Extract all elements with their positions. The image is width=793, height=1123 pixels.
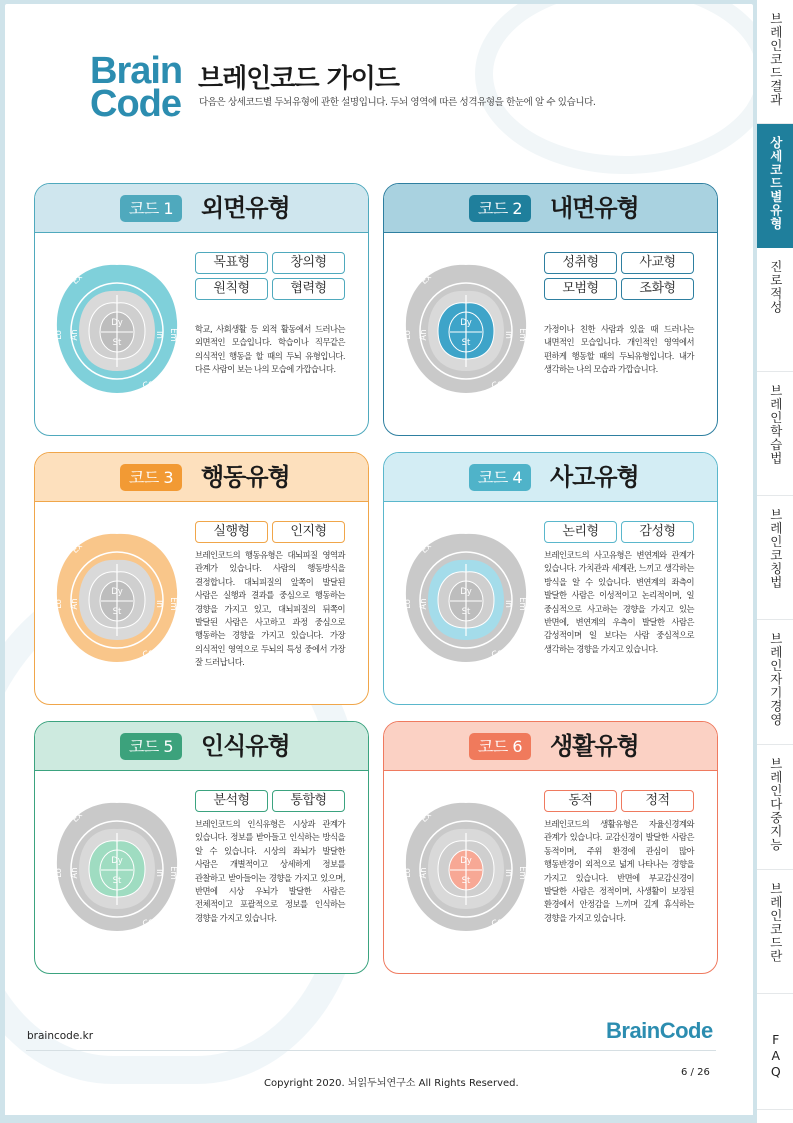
type-chip: 조화형	[621, 278, 694, 300]
type-chips	[544, 252, 696, 300]
side-tab[interactable]	[757, 372, 793, 496]
brain-label-an: An	[419, 867, 429, 879]
footer-logo: BrainCode	[606, 1018, 713, 1043]
logo-line-1: Brain	[90, 50, 183, 92]
code-card	[383, 183, 718, 436]
brain-label-ex: Ex	[70, 541, 85, 556]
type-chip: 통합형	[272, 790, 345, 812]
card-description: 가정이나 친한 사람과 있을 때 드러나는 내면적인 모습입니다. 개인적인 영역에서 편하게 행동할 때의 두뇌유형입니다. 내가 생각하는 나의 모습과 가깝습니다.	[544, 324, 694, 375]
card-header	[384, 722, 717, 771]
side-tab[interactable]	[757, 496, 793, 620]
brain-label-lo: Lo	[54, 599, 64, 609]
brain-label-em: Em	[168, 597, 178, 611]
code-card	[34, 452, 369, 705]
brain-illustration	[400, 528, 532, 668]
type-chip: 모범형	[544, 278, 617, 300]
brain-label-ex: Ex	[70, 272, 85, 287]
side-tab[interactable]	[757, 0, 793, 124]
card-header	[384, 453, 717, 502]
type-chips	[544, 521, 696, 543]
brain-label-co: Co	[141, 378, 156, 392]
brain-label-in: In	[503, 869, 513, 877]
code-badge: 코드 1	[120, 195, 182, 222]
card-header	[384, 184, 717, 233]
card-description: 브레인코드의 사고유형은 변연계와 관계가 있습니다. 가치관과 세계관, 느끼고 생각하는 방식을 알 수 있습니다. 변연계의 좌측이 발달한 사람은 이성적이고 논리적이며, 일 중심적으로 사고하는 경향을 가지고 있는 반면에, 변연계의 우측이 발달한 사람은 감성적이며 일 보다는 사람 중심적으로 생각하는 경향을 가지고 있습니다.	[544, 550, 694, 654]
side-tab-label: 상세코드별유형	[768, 136, 784, 231]
brain-label-dy: Dy	[111, 856, 123, 866]
brain-label-co: Co	[490, 378, 505, 392]
code-badge: 코드 5	[120, 733, 182, 760]
brain-diagram	[51, 528, 183, 668]
page-subtitle: 다음은 상세코드별 두뇌유형에 관한 설명입니다. 두뇌 영역에 따른 성격유형을 한눈에 알 수 있습니다.	[199, 97, 596, 108]
side-tab-label: 브레인다중지능	[768, 757, 784, 852]
brain-label-lo: Lo	[403, 330, 413, 340]
brain-label-st: St	[112, 876, 122, 886]
side-tab[interactable]	[757, 870, 793, 994]
type-chip: 분석형	[195, 790, 268, 812]
brain-label-an: An	[419, 329, 429, 341]
side-tab-label: 브레인코드결과	[768, 12, 784, 107]
brain-label-in: In	[154, 600, 164, 608]
type-chip: 협력형	[272, 278, 345, 300]
brain-label-in: In	[503, 600, 513, 608]
code-badge: 코드 4	[469, 464, 531, 491]
type-chip: 목표형	[195, 252, 268, 274]
brain-label-st: St	[461, 338, 471, 348]
card-description: 브레인코드의 인식유형은 시상과 관계가 있습니다. 정보를 받아들고 인식하는 방식을 알 수 있습니다. 시상의 좌뇌가 발달한 사람은 개별적이고 상세하게 정보를 관찰하고 받아들이는 경향을 가지고 있으며, 반면에 시상 우뇌가 발달한 사람은 전체적이고 포괄적으로 정보를 인식하는 경향을 가지고 있습니다.	[195, 819, 345, 923]
footer-url[interactable]: braincode.kr	[27, 1030, 94, 1042]
braincode-logo	[90, 50, 190, 125]
brain-label-em: Em	[517, 597, 527, 611]
brain-label-an: An	[70, 867, 80, 879]
type-chips	[195, 252, 347, 300]
type-chip: 창의형	[272, 252, 345, 274]
type-chip: 성취형	[544, 252, 617, 274]
type-chip: 인지형	[272, 521, 345, 543]
side-tab-bar	[757, 0, 793, 1123]
brain-label-dy: Dy	[460, 856, 472, 866]
code-card	[34, 183, 369, 436]
side-tab[interactable]	[757, 994, 793, 1110]
brain-label-st: St	[461, 607, 471, 617]
type-chip: 실행형	[195, 521, 268, 543]
brain-diagram	[400, 259, 532, 399]
copyright-text: Copyright 2020. 뇌읽두뇌연구소 All Rights Reserved.	[264, 1078, 519, 1089]
brain-label-lo: Lo	[403, 599, 413, 609]
code-card	[383, 721, 718, 974]
brain-label-in: In	[154, 869, 164, 877]
page-title: 브레인코드 가이드	[198, 64, 399, 94]
brain-label-co: Co	[141, 916, 156, 930]
brain-illustration	[400, 797, 532, 937]
brain-label-in: In	[154, 331, 164, 339]
brain-label-dy: Dy	[111, 318, 123, 328]
brain-label-co: Co	[490, 647, 505, 661]
brain-label-an: An	[419, 598, 429, 610]
type-chip: 동적	[544, 790, 617, 812]
type-chips	[544, 790, 696, 812]
brain-label-ex: Ex	[419, 541, 434, 556]
brain-label-em: Em	[517, 328, 527, 342]
brain-illustration	[400, 259, 532, 399]
side-tab-label: 브레인코드란	[768, 882, 784, 963]
side-tab-label: 진로적성	[768, 260, 784, 314]
brain-diagram	[400, 797, 532, 937]
card-description: 브레인코드의 행동유형은 대뇌피질 영역과 관계가 있습니다. 사람의 행동방식을 결정합니다. 대뇌피질의 앞쪽이 발달된 사람은 실행과 결과를 중심으로 행동하는 경향을 가지고 있고, 대뇌피질의 뒤쪽이 발달된 사람은 사고하고 과정 중심으로 행동하는 경향을 가지고 있습니다. 가장 의식적인 영역으로 두뇌의 특성 중에서 가장 잘 드러납니다.	[195, 550, 345, 668]
page-number: 6 / 26	[681, 1067, 710, 1078]
side-tab[interactable]	[757, 248, 793, 372]
footer-divider	[26, 1050, 716, 1051]
brain-illustration	[51, 259, 183, 399]
card-description: 브레인코드의 생활유형은 자율신경계와 관계가 있습니다. 교감신경이 발달한 사람은 동적이며, 주위 환경에 관심이 많아 행동반경이 외적으로 넓게 나타나는 경향을 가지고 있습니다. 반면에 부교감신경이 발달한 사람은 정적이며, 사생활이 보장된 환경에서 안정감을 느끼며 깊게 휴식하는 경향을 가지고 있습니다.	[544, 819, 694, 923]
card-title: 사고유형	[550, 463, 639, 491]
brain-diagram	[400, 528, 532, 668]
card-header	[35, 184, 368, 233]
brain-label-st: St	[112, 607, 122, 617]
brain-label-em: Em	[168, 328, 178, 342]
card-header	[35, 722, 368, 771]
side-tab-label: FAQ	[768, 1032, 784, 1080]
type-chip: 감성형	[621, 521, 694, 543]
code-badge: 코드 6	[469, 733, 531, 760]
brain-label-lo: Lo	[54, 330, 64, 340]
brain-label-ex: Ex	[70, 810, 85, 825]
code-badge: 코드 2	[469, 195, 531, 222]
brain-diagram	[51, 259, 183, 399]
brain-diagram	[51, 797, 183, 937]
brain-label-st: St	[461, 876, 471, 886]
card-title: 외면유형	[201, 194, 290, 222]
card-header	[35, 453, 368, 502]
type-chip: 원칙형	[195, 278, 268, 300]
brain-label-ex: Ex	[419, 810, 434, 825]
type-chips	[195, 521, 347, 543]
brain-label-co: Co	[141, 647, 156, 661]
type-chips	[195, 790, 347, 812]
brain-label-co: Co	[490, 916, 505, 930]
type-chip: 논리형	[544, 521, 617, 543]
brain-label-in: In	[503, 331, 513, 339]
logo-line-2: Code	[90, 82, 181, 125]
card-description: 학교, 사회생활 등 외적 활동에서 드러나는 외면적인 모습입니다. 학습이나 직무같은 의식적인 행동을 할 때의 두뇌 유형입니다. 다른 사람이 보는 나의 모습에 가깝습니다.	[195, 324, 345, 375]
brain-label-dy: Dy	[111, 587, 123, 597]
code-card	[34, 721, 369, 974]
card-title: 생활유형	[550, 732, 639, 760]
brain-label-dy: Dy	[460, 318, 472, 328]
card-title: 내면유형	[550, 194, 639, 222]
brain-label-dy: Dy	[460, 587, 472, 597]
brain-label-st: St	[112, 338, 122, 348]
side-tab[interactable]	[757, 745, 793, 870]
side-tab-label: 브레인학습법	[768, 384, 784, 465]
code-badge: 코드 3	[120, 464, 182, 491]
brain-label-ex: Ex	[419, 272, 434, 287]
type-chip: 사교형	[621, 252, 694, 274]
brain-illustration	[51, 528, 183, 668]
type-chip: 정적	[621, 790, 694, 812]
brain-label-an: An	[70, 329, 80, 341]
background-brain-illustration	[475, 4, 753, 174]
brain-label-lo: Lo	[54, 868, 64, 878]
brain-label-em: Em	[517, 866, 527, 880]
side-tab[interactable]	[757, 124, 793, 248]
side-tab[interactable]	[757, 620, 793, 745]
side-tab-label: 브레인코칭법	[768, 508, 784, 589]
brain-label-an: An	[70, 598, 80, 610]
card-title: 행동유형	[201, 463, 290, 491]
brain-illustration	[51, 797, 183, 937]
card-title: 인식유형	[201, 732, 290, 760]
brain-label-lo: Lo	[403, 868, 413, 878]
side-tab-label: 브레인자기경영	[768, 632, 784, 727]
code-card	[383, 452, 718, 705]
brain-label-em: Em	[168, 866, 178, 880]
